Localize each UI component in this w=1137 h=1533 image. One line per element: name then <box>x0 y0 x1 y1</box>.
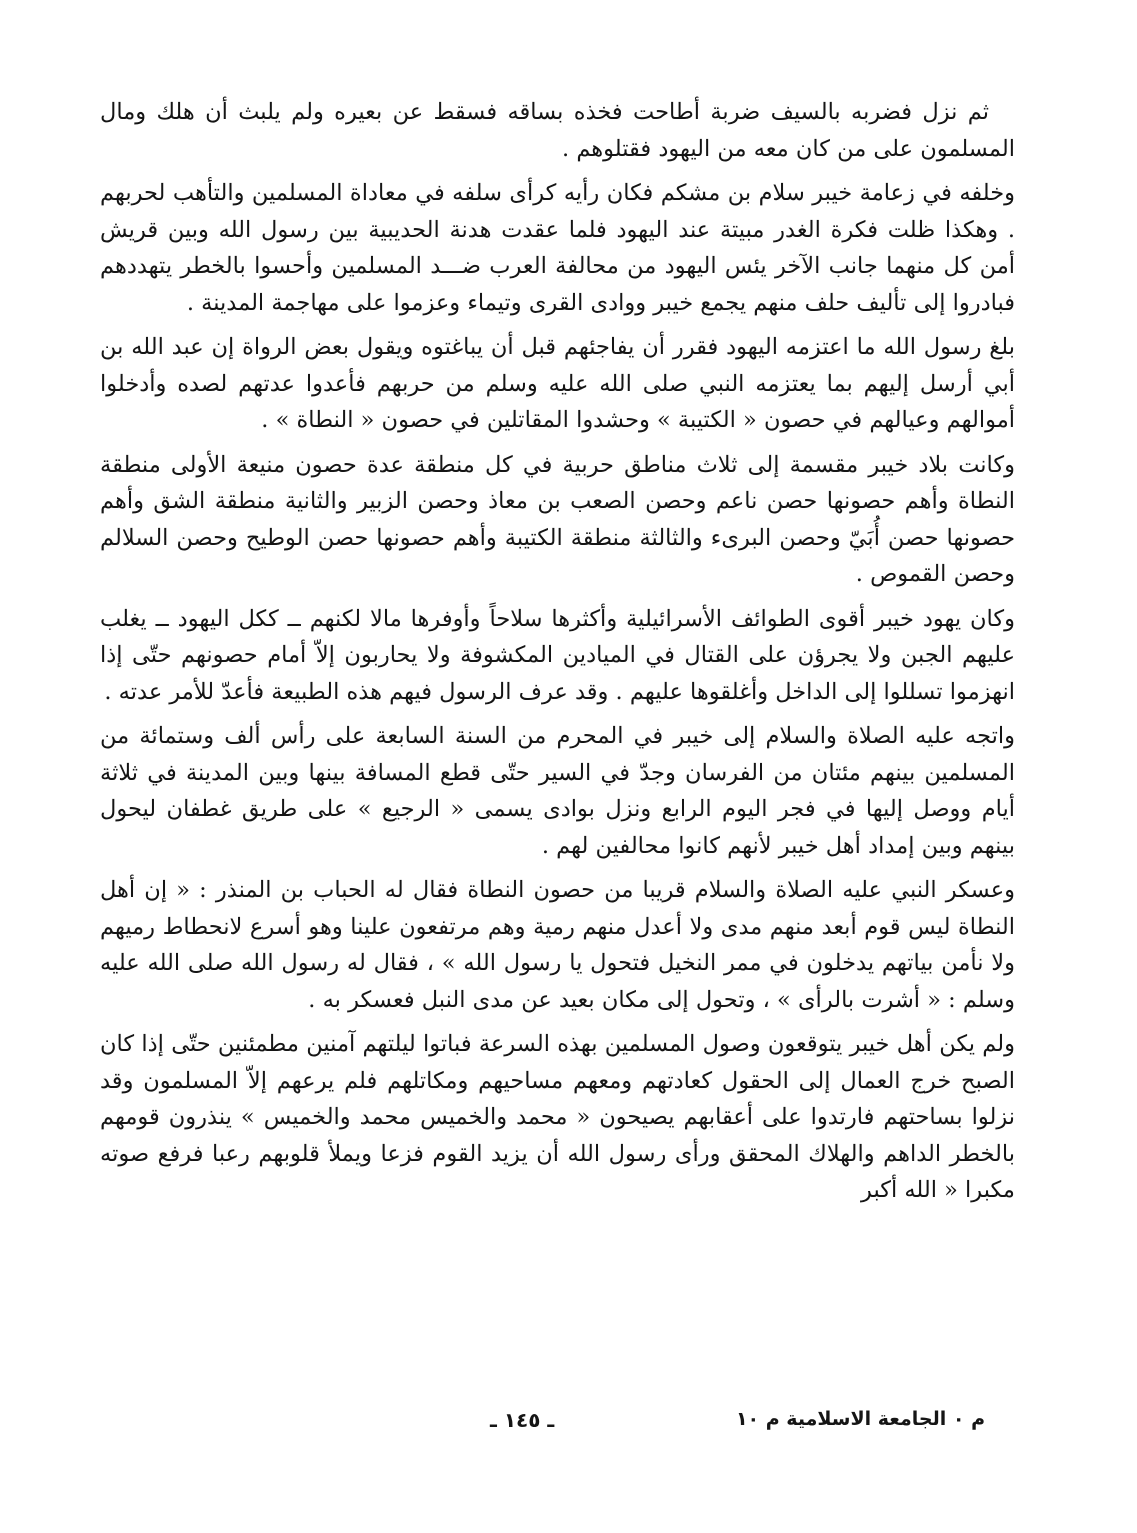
paragraph-6: واتجه عليه الصلاة والسلام إلى خيبر في المحرم من السنة السابعة على رأس ألف وستمائة من المسلمين بينهم مئتان من الفرسان وجدّ في السير حتّى قطع المسافة بينها وبين المدينة في ثلاثة أيام ووصل إليها في فجر اليوم الرابع ونزل بوادى يسمى « الرجيع » على طريق غطفان ليحول بينهم وبين إمداد أهل خيبر لأنهم كانوا محالفين لهم . <box>100 723 1015 859</box>
paragraph-5: وكان يهود خيبر أقوى الطوائف الأسرائيلية وأكثرها سلاحاً وأوفرها مالا لكنهم ــ ككل اليهود ــ يغلب عليهم الجبن ولا يجرؤن على القتال في الميادين المكشوفة ولا يحاربون إلاّ أمام حصونهم حتّى إذا انهزموا تسللوا إلى الداخل وأغلقوها عليهم . وقد عرف الرسول فيهم هذه الطبيعة فأعدّ للأمر عدته . <box>100 605 1015 705</box>
paragraph-3: بلغ رسول الله ما اعتزمه اليهود فقرر أن يفاجئهم قبل أن يباغتوه ويقول بعض الرواة إن عبد الله بن أبي أرسل إليهم بما يعتزمه النبي صلى الله عليه وسلم من حربهم فأعدوا عدتهم لصده وأدخلوا أموالهم وعيالهم في حصون « الكتيبة » وحشدوا المقاتلين في حصون « النطاة » . <box>100 334 1015 433</box>
page-number: ـ ١٤٥ ـ <box>490 1408 555 1432</box>
paragraph-1: ثم نزل فضربه بالسيف ضربة أطاحت فخذه بساقه فسقط عن بعيره ولم يلبث أن هلك ومال المسلمون على من كان معه من اليهود فقتلوهم . <box>100 99 1015 162</box>
paragraph-2: وخلفه في زعامة خيبر سلام بن مشكم فكان رأيه كرأى سلفه في معاداة المسلمين والتأهب لحربهم . وهكذا ظلت فكرة الغدر مبيتة عند اليهود فلما عقدت هدنة الحديبية بين رسول الله وبين قريش أمن كل منهما جانب الآخر يئس اليهود من محالفة العرب ضـــد المسلمين وأحسوا بالخطر يتهددهم فبادروا إلى تأليف حلف منهم يجمع خيبر ووادى القرى وتيماء وعزموا على مهاجمة المدينة . <box>100 180 1015 316</box>
paragraph-7: وعسكر النبي عليه الصلاة والسلام قريبا من حصون النطاة فقال له الحباب بن المنذر : « إن أهل النطاة ليس قوم أبعد منهم مدى ولا أعدل منهم رمية وهم مرتفعون علينا وهو أسرع لانحطاط رميهم ولا نأمن بياتهم يدخلون في ممر النخيل فتحول يا رسول الله » ، فقال له رسول الله صلى الله عليه وسلم : « أشرت بالرأى » ، وتحول إلى مكان بعيد عن مدى النبل فعسكر به . <box>100 877 1015 1013</box>
page-footer <box>100 1408 1015 1444</box>
paragraph-8: ولم يكن أهل خيبر يتوقعون وصول المسلمين بهذه السرعة فباتوا ليلتهم آمنين مطمئنين حتّى إذا كان الصبح خرج العمال إلى الحقول كعادتهم ومعهم مساحيهم ومكاتلهم فلم يرعهم إلاّ المسلمون وقد نزلوا بساحتهم فارتدوا على أعقابهم يصيحون « محمد والخميس محمد والخميس » ينذرون قومهم بالخطر الداهم والهلاك المحقق ورأى رسول الله أن يزيد القوم فزعا ويملأ قلوبهم رعبا فرفع صوته مكبرا « الله أكبر <box>100 1031 1015 1203</box>
body-text <box>100 94 1015 1217</box>
footer-source: م ٠ الجامعة الاسلامية م ١٠ <box>735 1408 985 1430</box>
paragraph-4: وكانت بلاد خيبر مقسمة إلى ثلاث مناطق حربية في كل منطقة عدة حصون منيعة الأولى منطقة النطاة وأهم حصونها حصن ناعم وحصن الصعب بن معاذ وحصن الزبير والثانية منطقة الشق وأهم حصونها حصن أُبَيّ وحصن البرىء والثالثة منطقة الكتيبة وأهم حصونها حصن الوطيح وحصن السلالم وحصن القموص . <box>100 451 1015 587</box>
